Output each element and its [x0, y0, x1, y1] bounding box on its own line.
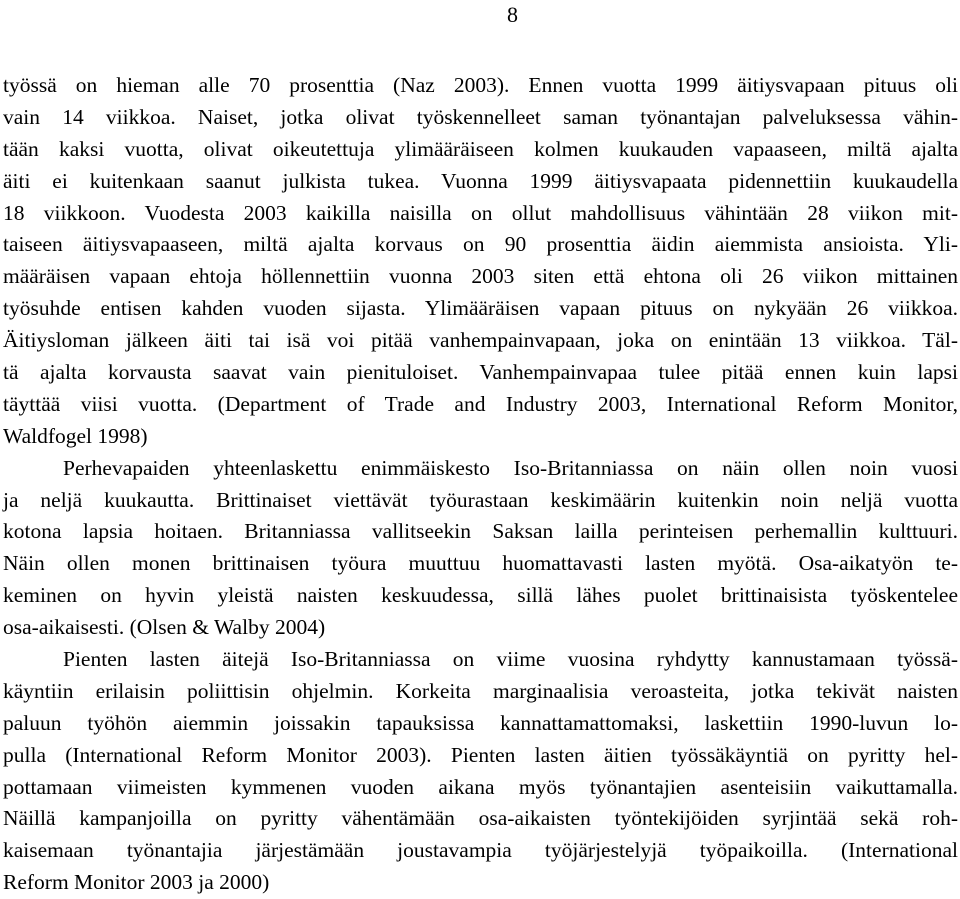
- text-line: Näillä kampanjoilla on pyritty vähentämään osa-aikaisten työntekijöiden syrjintää sekä roh-: [3, 806, 958, 831]
- page-number: 8: [507, 2, 518, 27]
- text-line: Reform Monitor 2003 ja 2000): [3, 870, 270, 895]
- text-line: määräisen vapaan ehtoja höllennettiin vuonna 2003 siten että ehtona oli 26 viikon mittainen: [3, 264, 958, 289]
- text-line: taiseen äitiysvapaaseen, miltä ajalta korvaus on 90 prosenttia äidin aiemmista ansioista. Yli-: [3, 232, 958, 257]
- text-line: Waldfogel 1998): [3, 423, 148, 448]
- text-line: keminen on hyvin yleistä naisten keskuudessa, sillä lähes puolet brittinaisista työskentelee: [3, 583, 958, 608]
- text-line: vain 14 viikkoa. Naiset, jotka olivat työskennelleet saman työnantajan palveluksessa vähin-: [3, 104, 958, 129]
- text-line: 18 viikkoon. Vuodesta 2003 kaikilla naisilla on ollut mahdollisuus vähintään 28 viikon mit-: [3, 200, 958, 225]
- text-line: Pienten lasten äitejä Iso-Britanniassa on viime vuosina ryhdytty kannustamaan työssä-: [63, 647, 958, 672]
- text-line: paluun työhön aiemmin joissakin tapauksissa kannattamattomaksi, laskettiin 1990-luvun lo-: [3, 710, 958, 735]
- body-text: [3, 70, 958, 899]
- text-line: kaisemaan työnantajia järjestämään joustavampia työjärjestelyjä työpaikoilla. (International: [3, 838, 958, 863]
- text-line: pulla (International Reform Monitor 2003). Pienten lasten äitien työssäkäyntiä on pyritty hel-: [3, 742, 958, 767]
- text-line: työsuhde entisen kahden vuoden sijasta. Ylimääräisen vapaan pituus on nykyään 26 viikkoa.: [3, 296, 958, 321]
- text-line: Näin ollen monen brittinaisen työura muuttuu huomattavasti lasten myötä. Osa-aikatyön te-: [3, 551, 958, 576]
- text-line: kotona lapsia hoitaen. Britanniassa vallitseekin Saksan lailla perinteisen perhemallin kulttuuri.: [3, 519, 958, 544]
- text-line: Äitiysloman jälkeen äiti tai isä voi pitää vanhempainvapaan, joka on enintään 13 viikkoa. Täl-: [3, 328, 958, 353]
- text-line: pottamaan viimeisten kymmenen vuoden aikana myös työnantajien asenteisiin vaikuttamalla.: [3, 774, 958, 799]
- text-line: tään kaksi vuotta, olivat oikeutettuja ylimääräiseen kolmen kuukauden vapaaseen, miltä ajalta: [3, 136, 958, 161]
- text-line: äiti ei kuitenkaan saanut julkista tukea. Vuonna 1999 äitiysvapaata pidennettiin kuukaudella: [3, 168, 958, 193]
- text-line: käyntiin erilaisin poliittisin ohjelmin. Korkeita marginaalisia veroasteita, jotka tekivät naisten: [3, 678, 958, 703]
- text-line: työssä on hieman alle 70 prosenttia (Naz 2003). Ennen vuotta 1999 äitiysvapaan pituus oli: [3, 73, 958, 97]
- text-line: osa-aikaisesti. (Olsen & Walby 2004): [3, 615, 326, 640]
- text-line: Perhevapaiden yhteenlaskettu enimmäiskesto Iso-Britanniassa on näin ollen noin vuosi: [63, 455, 958, 480]
- text-line: täyttää viisi vuotta. (Department of Trade and Industry 2003, International Reform Monitor,: [3, 391, 958, 416]
- text-line: ja neljä kuukautta. Brittinaiset viettävät työurastaan keskimäärin kuitenkin noin neljä vuotta: [3, 487, 958, 512]
- text-line: tä ajalta korvausta saavat vain pienituloiset. Vanhempainvapaa tulee pitää ennen kuin lapsi: [3, 360, 958, 385]
